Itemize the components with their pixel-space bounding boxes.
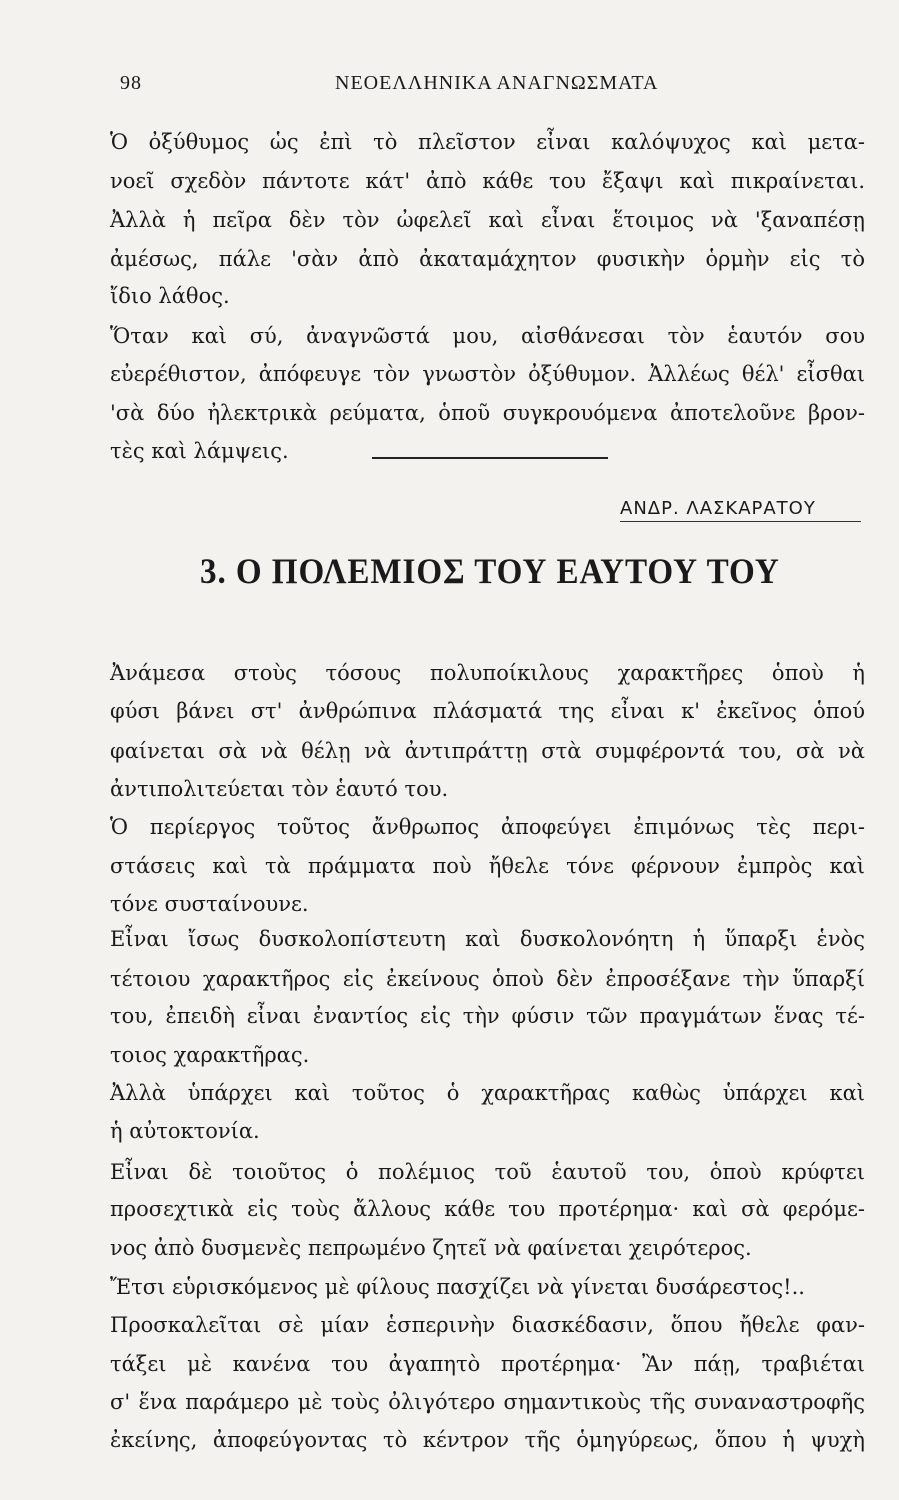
text-line: προσεχτικὰ εἰς τοὺς ἄλλους κάθε του προτέρημα· καὶ σὰ φερόμε-: [110, 1197, 865, 1221]
text-line: φαίνεται σὰ νὰ θέλῃ νὰ ἀντιπράττῃ στὰ συμφέροντά του, σὰ νὰ: [110, 739, 865, 763]
text-line: νοεῖ σχεδὸν πάντοτε κάτ' ἀπὸ κάθε του ἔξαψι καὶ πικραίνεται.: [110, 169, 865, 193]
text-line: Ἀλλὰ ἡ πεῖρα δὲν τὸν ὠφελεῖ καὶ εἶναι ἕτοιμος νὰ 'ξαναπέσῃ: [110, 208, 865, 232]
text-line: ἐκείνης, ἀποφεύγοντας τὸ κέντρον τῆς ὁμηγύρεως, ὅπου ἡ ψυχὴ: [110, 1428, 865, 1452]
text-line: τὲς καὶ λάμψεις.: [110, 439, 289, 463]
text-line: Ὁ ὀξύθυμος ὡς ἐπὶ τὸ πλεῖστον εἶναι καλόψυχος καὶ μετα-: [110, 130, 865, 154]
text-line: ἴδιο λάθος.: [110, 284, 230, 308]
chapter-title: 3. Ο ΠΟΛΕΜΙΟΣ ΤΟΥ ΕΑΥΤΟΥ ΤΟΥ: [200, 551, 780, 591]
text-line: Ὁ περίεργος τοῦτος ἄνθρωπος ἀποφεύγει ἐπιμόνως τὲς περι-: [110, 815, 865, 839]
author-attribution: ΑΝΔΡ. ΛΑΣΚΑΡΑΤΟΥ: [620, 498, 816, 519]
author-underline: [620, 521, 861, 522]
text-line: Ἔτσι εὑρισκόμενος μὲ φίλους πασχίζει νὰ γίνεται δυσάρεστος!..: [110, 1275, 805, 1299]
text-line: τέτοιου χαρακτῆρος εἰς ἐκείνους ὁποὺ δὲν ἐπροσέξανε τὴν ὕπαρξί: [110, 967, 865, 991]
running-header: [120, 72, 859, 102]
text-line: σ' ἕνα παράμερο μὲ τοὺς ὀλιγότερο σημαντικοὺς τῆς συναναστροφῆς: [110, 1390, 865, 1414]
text-line: Ἀνάμεσα στοὺς τόσους πολυποίκιλους χαρακτῆρες ὁποὺ ἡ: [110, 661, 865, 685]
text-line: Εἶναι δὲ τοιοῦτος ὁ πολέμιος τοῦ ἑαυτοῦ του, ὁποὺ κρύφτει: [110, 1160, 865, 1184]
text-line: 'σὰ δύο ἠλεκτρικὰ ρεύματα, ὁποῦ συγκρουόμενα ἀποτελοῦνε βρον-: [110, 401, 865, 425]
text-line: τόνε συσταίνουνε.: [110, 892, 309, 916]
text-line: ἀντιπολιτεύεται τὸν ἑαυτό του.: [110, 777, 449, 801]
text-line: φύσι βάνει στ' ἀνθρώπινα πλάσματά της εἶναι κ' ἐκεῖνος ὁπού: [110, 699, 865, 723]
text-line: ἀμέσως, πάλε 'σὰν ἀπὸ ἀκαταμάχητον φυσικὴν ὁρμὴν εἰς τὸ: [110, 247, 865, 271]
page-number: 98: [120, 72, 142, 94]
text-line: του, ἐπειδὴ εἶναι ἐναντίος εἰς τὴν φύσιν τῶν πραγμάτων ἕνας τέ-: [110, 1004, 865, 1028]
text-line: τοιος χαρακτῆρας.: [110, 1043, 310, 1067]
text-line: τάξει μὲ κανένα του ἀγαπητὸ προτέρημα· Ἂν πάῃ, τραβιέται: [110, 1352, 865, 1376]
text-line: Προσκαλεῖται σὲ μίαν ἑσπερινὴν διασκέδασιν, ὅπου ἤθελε φαν-: [110, 1313, 865, 1337]
text-line: Ἀλλὰ ὑπάρχει καὶ τοῦτος ὁ χαρακτῆρας καθὼς ὑπάρχει καὶ: [110, 1081, 865, 1105]
running-title: ΝΕΟΕΛΛΗΝΙΚΑ ΑΝΑΓΝΩΣΜΑΤΑ: [335, 72, 659, 94]
text-line: Εἶναι ἴσως δυσκολοπίστευτη καὶ δυσκολονόητη ἡ ὕπαρξι ἑνὸς: [110, 927, 865, 951]
section-divider: [372, 457, 608, 459]
text-line: εὐερέθιστον, ἀπόφευγε τὸν γνωστὸν ὀξύθυμον. Ἀλλέως θέλ' εἶσθαι: [110, 362, 865, 386]
text-line: στάσεις καὶ τὰ πράμματα ποὺ ἤθελε τόνε φέρνουν ἐμπρὸς καὶ: [110, 854, 865, 878]
text-line: νος ἀπὸ δυσμενὲς πεπρωμένο ζητεῖ νὰ φαίνεται χειρότερος.: [110, 1236, 752, 1260]
text-line: ἡ αὐτοκτονία.: [110, 1119, 260, 1143]
text-line: Ὅταν καὶ σύ, ἀναγνῶστά μου, αἰσθάνεσαι τὸν ἑαυτόν σου: [110, 324, 865, 348]
